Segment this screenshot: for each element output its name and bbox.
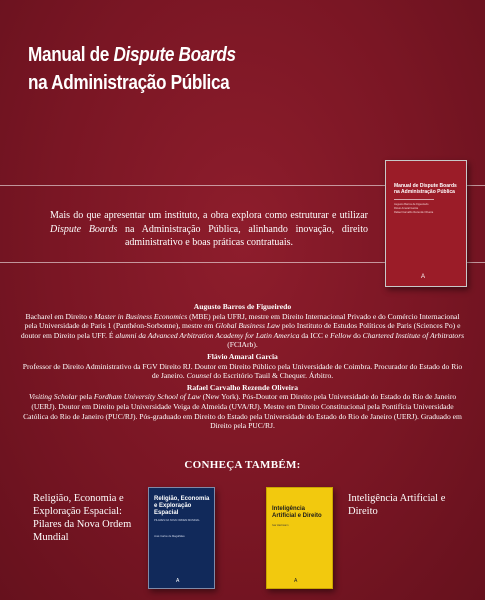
author-block [20,383,465,431]
main-book-cover [385,160,467,287]
page-title [28,41,236,97]
related-heading: CONHEÇA TAMBÉM: [184,459,301,471]
intro-part-2: na Administração Pública, alinhando inovação, direito administrativo e boas práticas contratuais. [117,223,368,249]
main-cover-author-2: Flávio Amaral Garcia [394,207,419,210]
blue-cover-subtitle: PILARES DA NOVA ORDEM MUNDIAL [154,519,200,522]
authors-section [20,300,465,431]
main-cover-title-1: Manual de Dispute Boards [394,183,457,189]
author-bio-fragment: do [351,330,363,340]
author-bio-fragment: do Escritório Tauil & Chequer. Árbitro. [211,371,334,381]
related-book-yellow-cover[interactable] [266,487,333,589]
intro-emphasis: Dispute Boards [50,223,118,235]
author-bio-fragment: Fordham University School of Law [93,392,201,402]
related-book-left-title[interactable]: Religião, Economia e Exploração Espacial: Pilares da Nova Ordem Mundial [33,493,132,543]
intro-part-1: Mais do que apresentar um instituto, a obra explora como estruturar e utilizar [50,210,368,221]
author-bio-fragment: (New York). Pós-Doutor em Direito pela Universidade do Estado do Rio de Janeiro (UERJ). Doutor em Direito pela Universidade Veiga de Almeida (UVA/RJ). Mestre em Direito Constitucional pela Pontifícia Universidade Católica do Rio de Janeiro (PUC/RJ). Pós-graduado em Direito do Estado pela Universidade do Estado do Rio de Janeiro (UERJ). Graduado em Direito pela PUC/RJ. [23,392,462,431]
author-name: Augusto Barros de Figueiredo [193,302,292,311]
author-bio-fragment: Global Business Law [215,321,280,331]
blue-cover-title: Religião, Economia e Exploração Espacial [154,496,210,516]
title-line-2: na Administração Pública [28,72,230,94]
publisher-logo-icon: A [421,274,426,280]
author-bio-fragment: (FCIArb). [227,340,258,350]
author-bio-fragment: Bacharel em Direito e [25,311,95,321]
author-block [20,352,465,381]
author-bio-fragment: Fellow [330,330,352,340]
author-name: Flávio Amaral Garcia [207,351,278,361]
author-bio-fragment: Counsel [186,371,212,381]
author-bio-fragment: (MBE) pela UFRJ, mestre em Direito Internacional Privado e do Comércio Internacional pela Universidade de Paris 1 (Panthéon-Sorbonne), mestre em [24,311,460,331]
blue-cover-author: José Carlos de Magalhães [154,535,185,538]
yellow-cover-title: Inteligência Artificial e Direito [272,506,322,519]
publisher-logo-icon: A [176,578,180,584]
author-name: Rafael Carvalho Rezende Oliveira [186,382,299,392]
intro-text [50,209,368,250]
main-cover-author-3: Rafael Carvalho Rezende Oliveira [394,211,434,214]
related-book-right-title[interactable]: Inteligência Artificial e Direito [348,493,446,517]
main-cover-author-1: Augusto Barros de Figueiredo [394,203,429,206]
main-cover-title-2: na Administração Pública [394,189,455,195]
author-block [20,302,465,350]
author-bio-fragment: pela [77,392,94,402]
author-bio-fragment: Visiting Scholar [28,392,78,402]
main-cover-rule [394,199,434,200]
author-bio-fragment: Chartered Institute of Arbitrators [362,330,465,340]
main-cover-title [394,183,457,195]
author-bio-fragment: Master in Business Economics [94,311,188,321]
yellow-cover-author: Ivar Hartmann [272,524,289,527]
author-bio-fragment: pelo Instituto de Estudos Políticos de Paris (Sciences Po) e doutor em Direito pela UFF. É [20,321,461,340]
title-emphasis: Dispute Boards [113,44,236,66]
publisher-logo-icon: A [294,578,298,584]
related-book-blue-cover[interactable] [148,487,215,589]
title-prefix: Manual de [28,44,114,66]
author-bio-fragment: Professor de Direito Administrativo da FGV Direito RJ. Doutor em Direito Público pela Universidade de Coimbra. Procurador do Estado do Rio de Janeiro. [22,361,463,381]
author-bio-fragment: da ICC e [299,330,331,340]
author-bio-fragment: alumni da Advanced Arbitration Academy for Latin America [115,330,300,340]
